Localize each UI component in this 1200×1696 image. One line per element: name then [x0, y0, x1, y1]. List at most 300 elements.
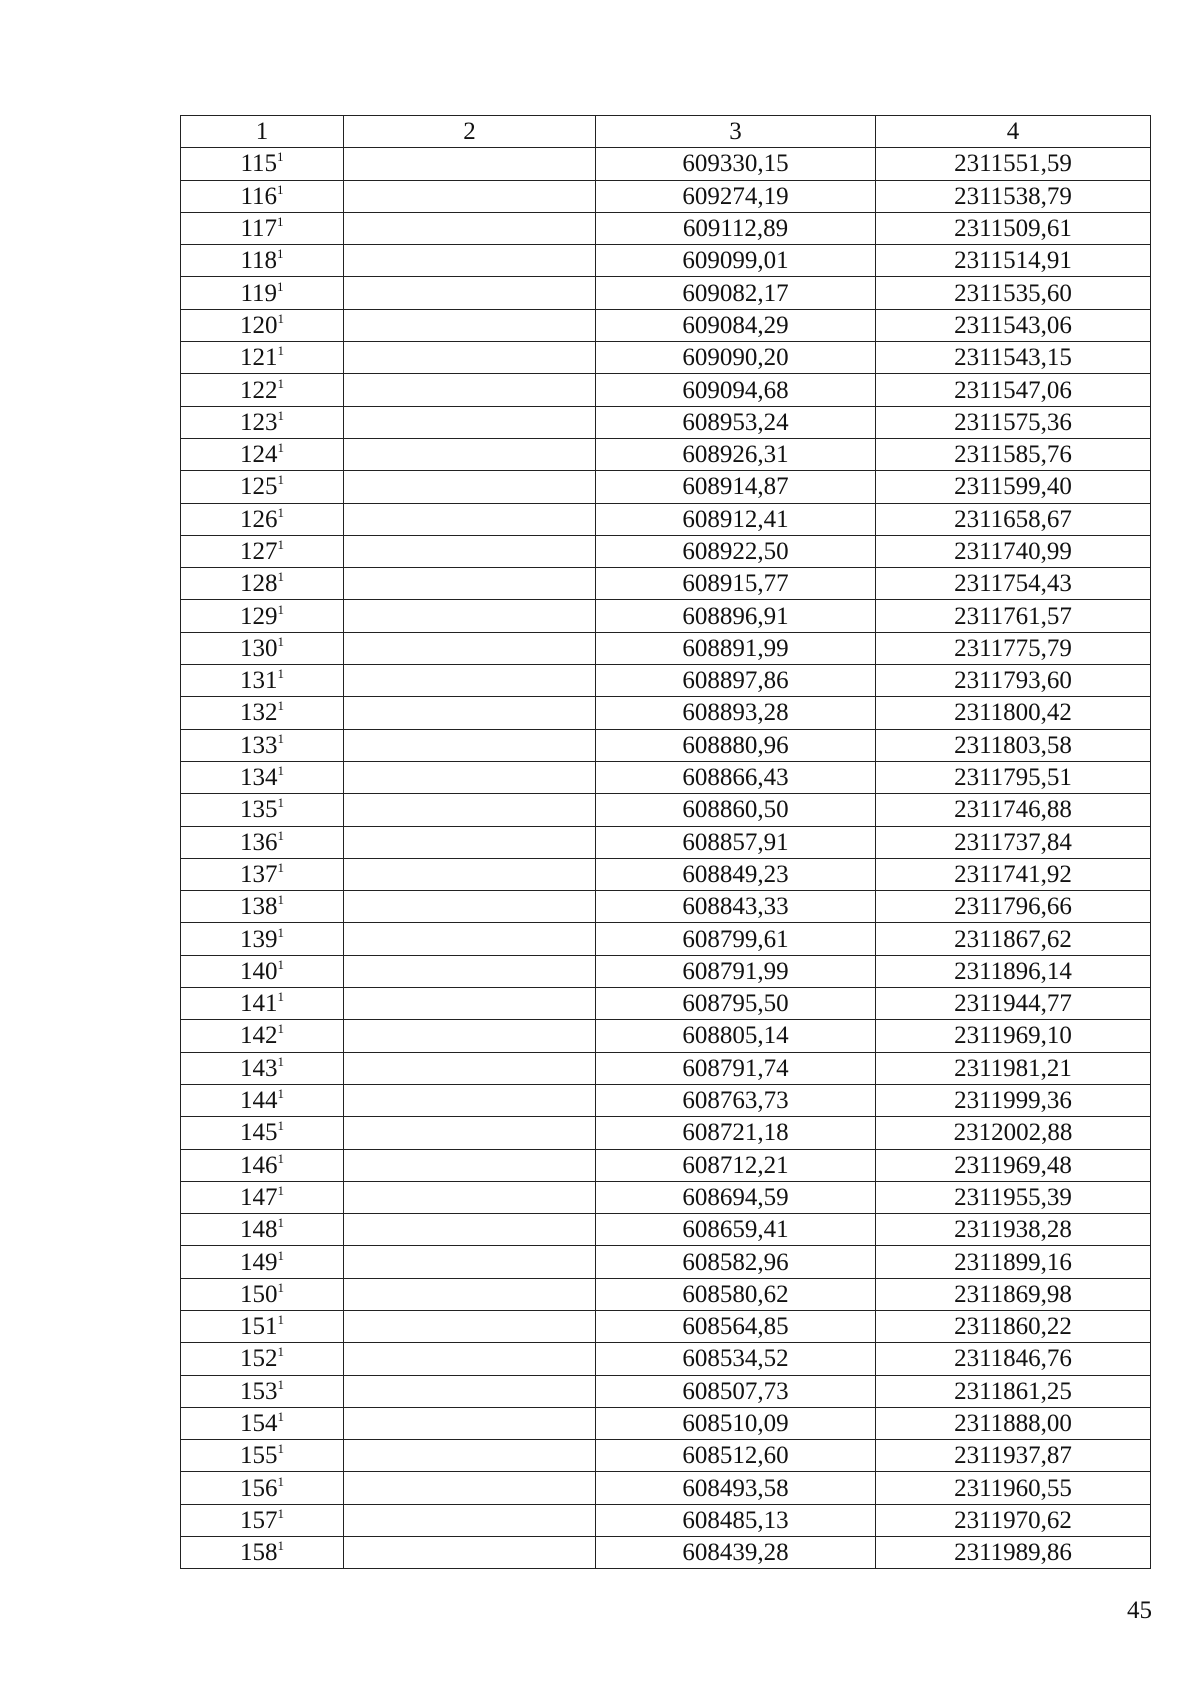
column-2-cell	[344, 761, 596, 793]
y-coordinate-cell: 2311658,67	[876, 503, 1151, 535]
point-superscript: 1	[277, 569, 284, 585]
header-cell-2: 2	[344, 116, 596, 148]
y-coordinate-cell: 2311938,28	[876, 1214, 1151, 1246]
column-2-cell	[344, 826, 596, 858]
y-coordinate-cell: 2311551,59	[876, 148, 1151, 180]
table-row	[181, 1246, 1151, 1278]
x-coordinate-cell: 609330,15	[596, 148, 876, 180]
table-row	[181, 438, 1151, 470]
point-number: 125	[240, 473, 278, 501]
x-coordinate-cell: 609274,19	[596, 180, 876, 212]
point-number-cell	[181, 1246, 344, 1278]
point-number: 121	[240, 344, 278, 372]
point-superscript: 1	[277, 407, 284, 423]
table-row	[181, 600, 1151, 632]
y-coordinate-cell: 2311846,76	[876, 1343, 1151, 1375]
table-row	[181, 665, 1151, 697]
point-superscript: 1	[277, 1409, 284, 1425]
y-coordinate-cell: 2311896,14	[876, 955, 1151, 987]
table-row	[181, 406, 1151, 438]
point-superscript: 1	[277, 537, 284, 552]
y-coordinate-cell: 2311543,06	[876, 309, 1151, 341]
column-2-cell	[344, 1440, 596, 1472]
table-row	[181, 503, 1151, 535]
table-row	[181, 568, 1151, 600]
y-coordinate-cell: 2311989,86	[876, 1537, 1151, 1569]
y-coordinate-cell: 2311944,77	[876, 988, 1151, 1020]
x-coordinate-cell: 608512,60	[596, 1440, 876, 1472]
x-coordinate-cell: 608953,24	[596, 406, 876, 438]
point-number: 126	[240, 505, 278, 533]
point-number: 149	[240, 1248, 278, 1276]
point-number-cell	[181, 148, 344, 180]
point-number: 142	[240, 1022, 278, 1050]
point-number: 128	[240, 570, 278, 598]
column-2-cell	[344, 1278, 596, 1310]
point-number: 139	[240, 925, 278, 953]
point-number: 136	[240, 828, 278, 856]
point-number: 141	[240, 990, 278, 1018]
y-coordinate-cell: 2311795,51	[876, 761, 1151, 793]
point-number-cell	[181, 1214, 344, 1246]
point-number-cell	[181, 568, 344, 600]
point-superscript: 1	[277, 1312, 284, 1328]
table-row	[181, 1084, 1151, 1116]
table-row	[181, 955, 1151, 987]
column-2-cell	[344, 1181, 596, 1213]
point-number-cell	[181, 697, 344, 729]
point-superscript: 1	[277, 375, 284, 391]
point-superscript: 1	[277, 730, 284, 746]
table-body	[181, 148, 1151, 1569]
point-number-cell	[181, 406, 344, 438]
point-number: 130	[240, 634, 278, 662]
y-coordinate-cell: 2311981,21	[876, 1052, 1151, 1084]
point-number-cell	[181, 277, 344, 309]
column-2-cell	[344, 309, 596, 341]
point-superscript: 1	[277, 1279, 284, 1295]
point-number: 135	[240, 796, 278, 824]
table-row	[181, 826, 1151, 858]
point-superscript: 1	[277, 859, 284, 875]
y-coordinate-cell: 2312002,88	[876, 1117, 1151, 1149]
y-coordinate-cell: 2311899,16	[876, 1246, 1151, 1278]
column-2-cell	[344, 406, 596, 438]
table-row	[181, 1214, 1151, 1246]
x-coordinate-cell: 608507,73	[596, 1375, 876, 1407]
header-cell-1: 1	[181, 116, 344, 148]
page-number: 45	[1127, 1597, 1152, 1624]
point-superscript: 1	[277, 504, 284, 520]
point-number: 157	[240, 1506, 278, 1534]
point-number: 119	[240, 279, 278, 307]
column-2-cell	[344, 342, 596, 374]
x-coordinate-cell: 608914,87	[596, 471, 876, 503]
x-coordinate-cell: 608849,23	[596, 858, 876, 890]
y-coordinate-cell: 2311585,76	[876, 438, 1151, 470]
point-superscript: 1	[277, 1021, 284, 1037]
column-2-cell	[344, 1214, 596, 1246]
x-coordinate-cell: 608791,99	[596, 955, 876, 987]
y-coordinate-cell: 2311800,42	[876, 697, 1151, 729]
y-coordinate-cell: 2311796,66	[876, 891, 1151, 923]
point-superscript: 1	[277, 763, 284, 779]
point-number-cell	[181, 471, 344, 503]
y-coordinate-cell: 2311999,36	[876, 1084, 1151, 1116]
point-number: 147	[240, 1183, 278, 1211]
point-number: 148	[240, 1216, 278, 1244]
x-coordinate-cell: 608799,61	[596, 923, 876, 955]
column-2-cell	[344, 374, 596, 406]
point-number-cell	[181, 180, 344, 212]
column-2-cell	[344, 1504, 596, 1536]
table-row	[181, 245, 1151, 277]
x-coordinate-cell: 608694,59	[596, 1181, 876, 1213]
table-row	[181, 1117, 1151, 1149]
point-number-cell	[181, 632, 344, 664]
column-2-cell	[344, 988, 596, 1020]
table-row	[181, 891, 1151, 923]
x-coordinate-cell: 608580,62	[596, 1278, 876, 1310]
point-number-cell	[181, 794, 344, 826]
point-number-cell	[181, 826, 344, 858]
x-coordinate-cell: 608897,86	[596, 665, 876, 697]
x-coordinate-cell: 608564,85	[596, 1310, 876, 1342]
table-row	[181, 471, 1151, 503]
point-number: 137	[240, 860, 278, 888]
table-row	[181, 1375, 1151, 1407]
table-row	[181, 535, 1151, 567]
point-number: 115	[240, 150, 278, 178]
point-superscript: 1	[277, 343, 284, 359]
point-number: 154	[240, 1410, 278, 1438]
point-superscript: 1	[277, 1053, 284, 1069]
column-2-cell	[344, 1537, 596, 1569]
point-superscript: 1	[277, 601, 284, 617]
point-number-cell	[181, 1020, 344, 1052]
point-number-cell	[181, 1052, 344, 1084]
point-number-cell	[181, 1084, 344, 1116]
point-number: 132	[240, 699, 278, 727]
y-coordinate-cell: 2311535,60	[876, 277, 1151, 309]
point-number: 153	[240, 1377, 278, 1405]
y-coordinate-cell: 2311861,25	[876, 1375, 1151, 1407]
y-coordinate-cell: 2311538,79	[876, 180, 1151, 212]
column-2-cell	[344, 1310, 596, 1342]
column-2-cell	[344, 1020, 596, 1052]
point-number-cell	[181, 374, 344, 406]
point-superscript: 1	[277, 633, 284, 649]
table-row	[181, 342, 1151, 374]
column-2-cell	[344, 212, 596, 244]
y-coordinate-cell: 2311737,84	[876, 826, 1151, 858]
point-number: 116	[240, 182, 278, 210]
point-superscript: 1	[277, 1344, 284, 1360]
y-coordinate-cell: 2311969,48	[876, 1149, 1151, 1181]
point-number-cell	[181, 955, 344, 987]
point-number: 124	[240, 441, 278, 469]
column-2-cell	[344, 665, 596, 697]
y-coordinate-cell: 2311869,98	[876, 1278, 1151, 1310]
column-2-cell	[344, 1246, 596, 1278]
table-row	[181, 1504, 1151, 1536]
point-number: 152	[240, 1345, 278, 1373]
table-row	[181, 1149, 1151, 1181]
point-number-cell	[181, 761, 344, 793]
table-row	[181, 1537, 1151, 1569]
point-superscript: 1	[277, 149, 284, 165]
x-coordinate-cell: 608582,96	[596, 1246, 876, 1278]
point-number-cell	[181, 1407, 344, 1439]
column-2-cell	[344, 438, 596, 470]
point-superscript: 1	[277, 1376, 284, 1392]
point-superscript: 1	[277, 698, 284, 714]
column-2-cell	[344, 148, 596, 180]
column-2-cell	[344, 955, 596, 987]
point-superscript: 1	[277, 892, 284, 908]
point-superscript: 1	[277, 214, 284, 230]
x-coordinate-cell: 608891,99	[596, 632, 876, 664]
y-coordinate-cell: 2311543,15	[876, 342, 1151, 374]
table-row	[181, 1472, 1151, 1504]
point-number-cell	[181, 1375, 344, 1407]
point-number: 127	[240, 538, 278, 565]
point-number-cell	[181, 503, 344, 535]
header-row	[181, 116, 1151, 148]
point-superscript: 1	[277, 827, 284, 843]
column-2-cell	[344, 1117, 596, 1149]
table-row	[181, 697, 1151, 729]
table-row	[181, 1181, 1151, 1213]
column-2-cell	[344, 923, 596, 955]
point-number: 138	[240, 893, 278, 921]
table-row	[181, 632, 1151, 664]
y-coordinate-cell: 2311860,22	[876, 1310, 1151, 1342]
table-row	[181, 988, 1151, 1020]
point-superscript: 1	[277, 1118, 284, 1134]
point-number: 144	[240, 1087, 278, 1115]
table-row	[181, 1052, 1151, 1084]
y-coordinate-cell: 2311793,60	[876, 665, 1151, 697]
table-row	[181, 212, 1151, 244]
column-2-cell	[344, 568, 596, 600]
header-cell-4: 4	[876, 116, 1151, 148]
x-coordinate-cell: 608791,74	[596, 1052, 876, 1084]
x-coordinate-cell: 608805,14	[596, 1020, 876, 1052]
y-coordinate-cell: 2311803,58	[876, 729, 1151, 761]
column-2-cell	[344, 729, 596, 761]
x-coordinate-cell: 608915,77	[596, 568, 876, 600]
y-coordinate-cell: 2311970,62	[876, 1504, 1151, 1536]
point-number-cell	[181, 1537, 344, 1569]
x-coordinate-cell: 608843,33	[596, 891, 876, 923]
point-number-cell	[181, 729, 344, 761]
column-2-cell	[344, 1052, 596, 1084]
point-number: 145	[240, 1119, 278, 1147]
x-coordinate-cell: 608712,21	[596, 1149, 876, 1181]
point-superscript: 1	[277, 1473, 284, 1489]
point-number-cell	[181, 1472, 344, 1504]
table-row	[181, 729, 1151, 761]
point-number: 131	[240, 667, 278, 695]
point-number: 129	[240, 602, 278, 630]
x-coordinate-cell: 608763,73	[596, 1084, 876, 1116]
table-row	[181, 1440, 1151, 1472]
point-number-cell	[181, 1181, 344, 1213]
y-coordinate-cell: 2311754,43	[876, 568, 1151, 600]
point-superscript: 1	[277, 440, 284, 456]
x-coordinate-cell: 609090,20	[596, 342, 876, 374]
point-number: 140	[240, 957, 278, 985]
point-number-cell	[181, 1278, 344, 1310]
table-row	[181, 180, 1151, 212]
y-coordinate-cell: 2311775,79	[876, 632, 1151, 664]
point-number: 151	[240, 1313, 278, 1341]
table-row	[181, 148, 1151, 180]
point-superscript: 1	[277, 924, 284, 940]
table-row	[181, 309, 1151, 341]
point-superscript: 1	[277, 310, 284, 326]
column-2-cell	[344, 535, 596, 567]
y-coordinate-cell: 2311867,62	[876, 923, 1151, 955]
point-number-cell	[181, 923, 344, 955]
point-superscript: 1	[277, 181, 284, 197]
point-number-cell	[181, 309, 344, 341]
y-coordinate-cell: 2311955,39	[876, 1181, 1151, 1213]
point-number: 123	[240, 408, 278, 436]
point-superscript: 1	[277, 278, 284, 294]
point-superscript: 1	[277, 1505, 284, 1521]
point-number: 118	[240, 247, 278, 275]
point-number-cell	[181, 600, 344, 632]
y-coordinate-cell: 2311888,00	[876, 1407, 1151, 1439]
x-coordinate-cell: 608659,41	[596, 1214, 876, 1246]
point-superscript: 1	[277, 795, 284, 811]
point-number-cell	[181, 438, 344, 470]
table-row	[181, 761, 1151, 793]
point-superscript: 1	[277, 246, 284, 262]
y-coordinate-cell: 2311575,36	[876, 406, 1151, 438]
y-coordinate-cell: 2311599,40	[876, 471, 1151, 503]
point-number-cell	[181, 988, 344, 1020]
column-2-cell	[344, 245, 596, 277]
column-2-cell	[344, 471, 596, 503]
column-2-cell	[344, 1375, 596, 1407]
point-number-cell	[181, 891, 344, 923]
point-number: 155	[240, 1442, 278, 1470]
table-row	[181, 1343, 1151, 1375]
x-coordinate-cell: 608721,18	[596, 1117, 876, 1149]
column-2-cell	[344, 600, 596, 632]
point-superscript: 1	[277, 1150, 284, 1166]
table-row	[181, 858, 1151, 890]
column-2-cell	[344, 1407, 596, 1439]
y-coordinate-cell: 2311746,88	[876, 794, 1151, 826]
point-superscript: 1	[277, 1441, 284, 1457]
point-superscript: 1	[277, 1182, 284, 1198]
column-2-cell	[344, 891, 596, 923]
header-cell-3: 3	[596, 116, 876, 148]
y-coordinate-cell: 2311741,92	[876, 858, 1151, 890]
point-superscript: 1	[277, 472, 284, 488]
y-coordinate-cell: 2311740,99	[876, 535, 1151, 567]
column-2-cell	[344, 858, 596, 890]
y-coordinate-cell: 2311761,57	[876, 600, 1151, 632]
table-row	[181, 1310, 1151, 1342]
point-number-cell	[181, 665, 344, 697]
point-number: 158	[240, 1539, 278, 1567]
column-2-cell	[344, 1149, 596, 1181]
y-coordinate-cell: 2311514,91	[876, 245, 1151, 277]
point-number-cell	[181, 212, 344, 244]
point-number-cell	[181, 1117, 344, 1149]
column-2-cell	[344, 503, 596, 535]
point-superscript: 1	[277, 1247, 284, 1263]
table-row	[181, 277, 1151, 309]
x-coordinate-cell: 608926,31	[596, 438, 876, 470]
column-2-cell	[344, 180, 596, 212]
point-number: 133	[240, 731, 278, 759]
x-coordinate-cell: 609082,17	[596, 277, 876, 309]
x-coordinate-cell: 608866,43	[596, 761, 876, 793]
column-2-cell	[344, 277, 596, 309]
x-coordinate-cell: 608795,50	[596, 988, 876, 1020]
point-number: 120	[240, 311, 278, 339]
point-number-cell	[181, 245, 344, 277]
point-number: 122	[240, 376, 278, 404]
table-row	[181, 374, 1151, 406]
point-number-cell	[181, 1310, 344, 1342]
table-row	[181, 794, 1151, 826]
x-coordinate-cell: 608912,41	[596, 503, 876, 535]
point-number-cell	[181, 342, 344, 374]
table-row	[181, 1020, 1151, 1052]
x-coordinate-cell: 609084,29	[596, 309, 876, 341]
point-number: 156	[240, 1474, 278, 1502]
x-coordinate-cell: 608922,50	[596, 535, 876, 567]
y-coordinate-cell: 2311509,61	[876, 212, 1151, 244]
point-number-cell	[181, 1149, 344, 1181]
point-superscript: 1	[277, 1215, 284, 1231]
table-row	[181, 923, 1151, 955]
coordinates-table	[180, 115, 1151, 1569]
column-2-cell	[344, 794, 596, 826]
point-superscript: 1	[277, 666, 284, 682]
x-coordinate-cell: 609112,89	[596, 212, 876, 244]
point-number: 134	[240, 764, 278, 792]
column-2-cell	[344, 632, 596, 664]
table-row	[181, 1407, 1151, 1439]
point-superscript: 1	[277, 956, 284, 972]
x-coordinate-cell: 608880,96	[596, 729, 876, 761]
point-number: 150	[240, 1280, 278, 1308]
point-number-cell	[181, 1343, 344, 1375]
y-coordinate-cell: 2311960,55	[876, 1472, 1151, 1504]
x-coordinate-cell: 608493,58	[596, 1472, 876, 1504]
point-superscript: 1	[277, 1086, 284, 1102]
point-number-cell	[181, 1440, 344, 1472]
x-coordinate-cell: 608510,09	[596, 1407, 876, 1439]
y-coordinate-cell: 2311547,06	[876, 374, 1151, 406]
point-number-cell	[181, 1504, 344, 1536]
x-coordinate-cell: 608485,13	[596, 1504, 876, 1536]
column-2-cell	[344, 1472, 596, 1504]
point-number: 143	[240, 1054, 278, 1082]
point-number-cell	[181, 858, 344, 890]
column-2-cell	[344, 697, 596, 729]
x-coordinate-cell: 608439,28	[596, 1537, 876, 1569]
x-coordinate-cell: 608857,91	[596, 826, 876, 858]
